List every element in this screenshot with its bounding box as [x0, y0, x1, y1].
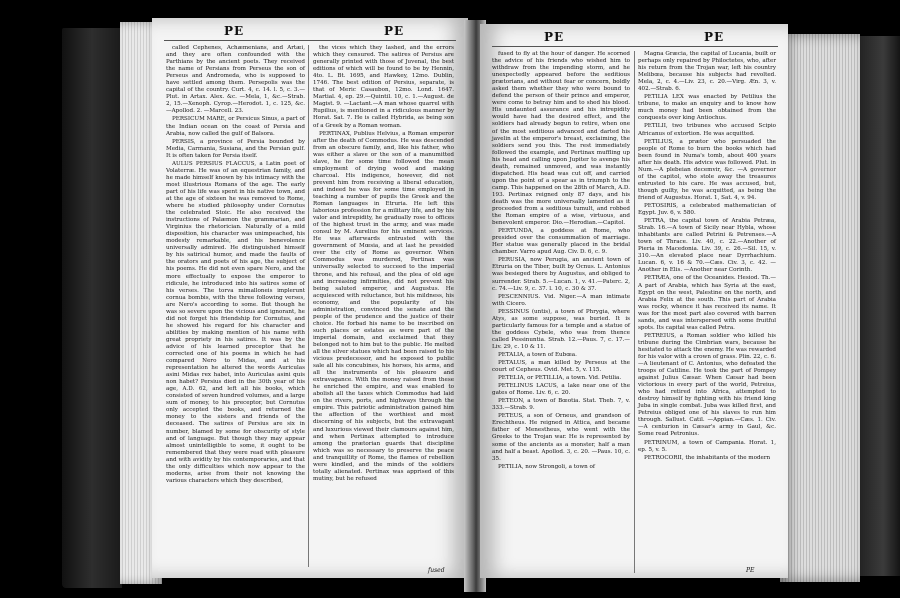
- entry-paragraph: PETEUS, a son of Orneus, and grandson of Erechtheus. He reigned in Attica, and became father of Menestheus, who went with the Greeks to the Trojan war. He is represented by some of the ancients as a monster, half a man and half a beast. Apollod. 3, c. 20. —Paus. 10, c. 35.: [492, 413, 630, 462]
- entry-paragraph: PETILIA LEX was enacted by Petilius the tribune, to make an enquiry and to know how much money had been obtained from the conquests over king Antiochus.: [638, 94, 776, 122]
- running-head-right-b: PE: [704, 30, 725, 44]
- entry-paragraph: PERUSIA, now Perugia, an ancient town of Etruria on the Tiber, built by Ocnus. L. Antonius was besieged there by Augustus, and obliged to surrender. Strab. 5.—Lucan. 1, v. 41.—Paterc. 2, c. 74.—Liv. 9, c. 37. l. 10, c. 30 & 37.: [492, 257, 630, 292]
- running-head-right-a: PE: [544, 30, 565, 44]
- column-divider: [308, 45, 309, 567]
- entry-paragraph: PETALIA, a town of Eubœa.: [498, 351, 577, 358]
- entry-paragraph: PETELIA, or PETILLIA, a town. Vid. Petilia.: [498, 375, 622, 382]
- running-head-left-b: PE: [384, 24, 405, 38]
- entry-paragraph: called Cephenes, Achæmenians, and Artæi, and they are often confounded with the Parthians by the ancient poets. They received the name of Persians from Perseus the son of Perseus and Andromeda, who is supposed to have settled among them. Persepolis was the capital of the country. Curt. 4, c. 14. l. 5, c. 3.—Plut. in Artax. Alex. &c. —Mela, 1, &c.—Strab. 2, 15.—Xenoph. Cyrop.—Herodot. 1, c. 125, &c.—Apollod. 2. —Marcell. 23.: [166, 45, 305, 115]
- entry-paragraph: PERTUNDA, a goddess at Rome, who presided over the consummation of marriage. Her statue was generally placed in the bridal chamber. Varro apud Aug. Civ. D. 6, c. 9.: [492, 228, 630, 256]
- entry-paragraph: PETILIUS, a prætor who persuaded the people of Rome to burn the books which had been found in Numa's tomb, about 400 years after his death. His advice was followed. Plut. in Num.—A plebeian decemvir, &c. —A governor of the capitol, who stole away the treasures entrusted to his care. He was accused, but, though guilty, he was acquitted, as being the friend of Augustus. Horat. 1, Sat. 4, v. 94.: [638, 138, 776, 201]
- entry-paragraph: Magna Græcia, the capital of Lucania, built or perhaps only repaired by Philoctetes, who, after his return from the Trojan war, left his country Melibœa, because his subjects had revolted. Mela, 2, c. 4.—Liv. 23, c. 20.—Virg. Æn. 3, v. 402.—Strab. 6.: [638, 51, 776, 93]
- entry-paragraph: PETRINUM, a town of Campania. Horat. 1, ep. 5, v. 5.: [638, 439, 776, 453]
- catchword: PE: [746, 567, 755, 574]
- entry-paragraph: fused to fly at the hour of danger. He scorned the advice of his friends who wished him to withdraw from the impending storm, and he unexpectedly appeared before the seditious prætorians, and without fear or concern, boldly asked them whether they who were bound to defend the person of their prince and emperor, were come to betray him and to shed his blood. His undaunted assurance and his intrepidity would have had the desired effect, and the soldiers had already begun to retire, when one of the most seditious advanced and darted his javelin at the emperor's breast, exclaiming, the soldiers send you this. The rest immediately followed the example, and Pertinax muffling up his head and calling upon Jupiter to avenge his death, remained unmoved, and was instantly dispatched. His head was cut off, and carried upon the point of a spear as in triumph to the camp. This happened on the 28th of March, A.D. 193. Pertinax reigned only 87 days, and his death was the more universally lamented as it proceeded from a seditious tumult, and robbed the Roman empire of a wise, virtuous, and benevolent emperor. Dio.—Herodian.—Capitol.: [492, 51, 630, 227]
- catchword: fused: [428, 567, 445, 574]
- entry-paragraph: PETILII, two tribunes who accused Scipio Africanus of extortion. He was acquitted.: [638, 123, 776, 137]
- entry-paragraph: PETROCORII, the inhabitants of the modern: [644, 454, 771, 461]
- page-edges-right: [780, 34, 860, 582]
- entry-paragraph: PETREIUS, a Roman soldier who killed his tribune during the Cimbrian wars, because he hesitated to attack the enemy. He was rewarded for his valor with a crown of grass. Plin. 22, c. 6.—A lieutenant of C. Antonius, who defeated the troops of Catiline. He took the part of Pompey against Julius Cæsar. When Cæsar had been victorious in every part of the world, Petreius, who had retired into Africa, attempted to destroy himself by fighting with his friend king Juba in single combat. Juba was killed first, and Petreius obliged one of his slaves to run him through. Sallust. Catil. —Appian.—Cæs. 1. Civ.—A centurion in Cæsar's army in Gaul, &c. Some read Petronius.: [638, 332, 777, 438]
- right-page-column-2: [638, 51, 776, 463]
- entry-paragraph: PETOSIRIS, a celebrated mathematician of Egypt. Juv. 6, v. 580.: [638, 202, 776, 217]
- column-divider: [634, 51, 635, 573]
- entry-paragraph: PERSICUM MARE, or Persicus Sinus, a part of the Indian ocean on the coast of Persia and Arabia, now called the gulf of Balsora.: [166, 116, 305, 137]
- header-rule: [164, 40, 456, 41]
- entry-paragraph: PESSINUS (untis), a town of Phrygia, where Atys, as some suppose, was buried. It is particularly famous for a temple and a statue of the goddess Cybele, who was from thence called Pessinuntia. Strab. 12.—Paus. 7, c. 17.—Liv. 29, c. 10 & 11.: [492, 308, 630, 350]
- entry-paragraph: PETELINUS LACUS, a lake near one of the gates of Rome. Liv. 6, c. 20.: [492, 383, 630, 397]
- entry-paragraph: PESCENNIUS. Vid. Niger.—A man intimate with Cicero.: [492, 293, 630, 307]
- entry-paragraph: PETALUS, a man killed by Perseus at the court of Cepheus. Ovid. Met. 5, v. 115.: [492, 360, 630, 374]
- right-page: [480, 24, 788, 578]
- entry-paragraph: PERTINAX, Publius Helvius, a Roman emperor after the death of Commodus. He was descended from an obscure family, and, like his father, who was either a slave or the son of a manumitted slave, he for some time followed the mean employment of drying wood and making charcoal. His indigence, however, did not prevent him from receiving a liberal education, and indeed he was for some time employed in teaching a number of pupils the Greek and the Roman languages in Etruria. He left this laborious profession for a military life, and by his valor and intrepidity, he gradually rose to offices of the highest trust in the army, and was made consul by M. Aurelius for his eminent services. He was afterwards entrusted with the government of Mœsia, and at last he presided over the city of Rome as governor. When Commodus was murdered, Pertinax was universally selected to succeed to the imperial throne, and his refusal, and the plea of old age and increasing infirmities, did not prevent his being saluted emperor, and Augustus. He acquiesced with reluctance, but his mildness, his economy, and the popularity of his administration, convinced the senate and the people of the prudence and the justice of their choice. He forbad his name to be inscribed on such places or estates as were part of the imperial domain, and exclaimed that they belonged not to him but to the public. He melted all the silver statues which had been raised to his vicious predecessor, and he exposed to public sale all his concubines, his horses, his arms, and all the instruments of his pleasure and extravagance. With the money raised from these he enriched the empire, and was enabled to abolish all the taxes which Commodus had laid on the rivers, ports, and highways through the empire. This patriotic administration gained him the affection of the worthiest and most discerning of his subjects, but the extravagant and luxurious viewed their clamours against him, and when Pertinax attempted to introduce among the prætorian guards that discipline which was so necessary to preserve the peace and tranquillity of Rome, the flames of rebellion were kindled, and the minds of the soldiers totally alienated. Pertinax was apprised of this mutiny, but he refused: [313, 130, 454, 482]
- right-page-column-1: [492, 51, 630, 472]
- entry-paragraph: the vices which they lashed, and the errors which they censured. The satires of Persius are generally printed with those of Juvenal, the best editions of which will be found to be by Hennin, 4to. L. Bt. 1695, and Hawkey, 12mo. Dublin, 1746. The best edition of Persius, separate, is that of Meric Casaubon, 12mo. Lond. 1647. Martial. 4, ep. 29.—Quintil. 10, c. 1.—August. de Magist. 9. —Lactant.—A man whose quarrel with Rupilius, is mentioned in a ridiculous manner by Horat. Sat. 7. He is called Hybrida, as being son of a Greek by a Roman woman.: [313, 45, 454, 129]
- header-rule: [492, 46, 778, 47]
- left-page-column-2: [313, 45, 454, 484]
- entry-paragraph: PETRA, the capital town of Arabia Petræa, Strab. 16.—A town of Sicily near Hybla, whose inhabitants are called Petrini & Petrenses.—A town of Thrace. Liv. 40, c. 22.—Another of Pieria in Macedonia. Liv. 39, c. 26.—Sil. 15, v. 310.—An elevated place near Dyrrhachium. Lucan. 6, v. 16 & 70.—Cæs. Civ. 3, c. 42. —Another in Elis. —Another near Corinth.: [638, 218, 776, 274]
- entry-paragraph: AULUS PERSIUS FLACCUS, a Latin poet of Volaterræ. He was of an equestrian family, and he made himself known by his intimacy with the most illustrious Romans of the age. The early part of his life was spent in his native town, and at the age of sixteen he was removed to Rome, where he studied philosophy under Cornutus the celebrated Stoic. He also received the instructions of Palæmon the grammarian, and Virginius the rhetorician. Naturally of a mild disposition, his character was unimpeached, his modesty remarkable, and his benevolence universally admired. He distinguished himself by his satirical humor, and made the faults of the orators and poets of his age, the subject of his poems. He did not even spare Nero, and the more effectually to expose the emperor to ridicule, he introduced into his satires some of his verses. The torva mimalloneis implerunt cornua bombis, with the three following verses, are Nero's according to some. But though he was so severe upon the vicious and ignorant, he did not forget his friendship for Cornutus, and he showed his regard for his character and abilities by making mention of his name with great propriety in his satires. It was by the advice of his learned preceptor that he corrected one of his poems in which he had compared Nero to Midas, and at his representation he altered the words Auriculas asini Midas rex habet, into Auriculas asini quis non habet? Persius died in the 30th year of his age, A.D. 62, and left all his books, which consisted of seven hundred volumes, and a large sum of money, to his preceptor, but Cornutus only accepted the books, and returned the money to the sisters and friends of the deceased. The satires of Persius are six in number, blamed by some for obscurity of style and of language. But though they may appear almost unintelligible to some, it ought to be remembered that they were read with pleasure and with avidity by his contemporaries, and that the only difficulties which now appear to the moderns, arise from their not knowing the various characters which they described,: [166, 160, 305, 484]
- entry-paragraph: PETILIA, now Strongoli, a town of: [498, 463, 595, 470]
- entry-paragraph: PERSIS, a province of Persia bounded by Media, Carmania, Susiana, and the Persian gulf. It is often taken for Persia itself.: [166, 138, 305, 159]
- entry-paragraph: PETEON, a town of Bœotia. Stat. Theb. 7, v. 333.—Strab. 9.: [492, 398, 630, 412]
- left-page: [152, 18, 468, 578]
- left-page-column-1: [166, 45, 305, 486]
- running-head-left-a: PE: [224, 24, 245, 38]
- book-cover-right: [858, 36, 900, 576]
- entry-paragraph: PETRÆA, one of the Oceanides. Hesiod. Th.—A part of Arabia, which has Syria at the east, Egypt on the west, Palestine on the north, and Arabia Felix at the south. This part of Arabia was rocky, whence it has received its name. It was for the most part also covered with barren sands, and was interspersed with some fruitful spots. Its capital was called Petra.: [638, 275, 776, 331]
- book-cover-left: [62, 28, 122, 588]
